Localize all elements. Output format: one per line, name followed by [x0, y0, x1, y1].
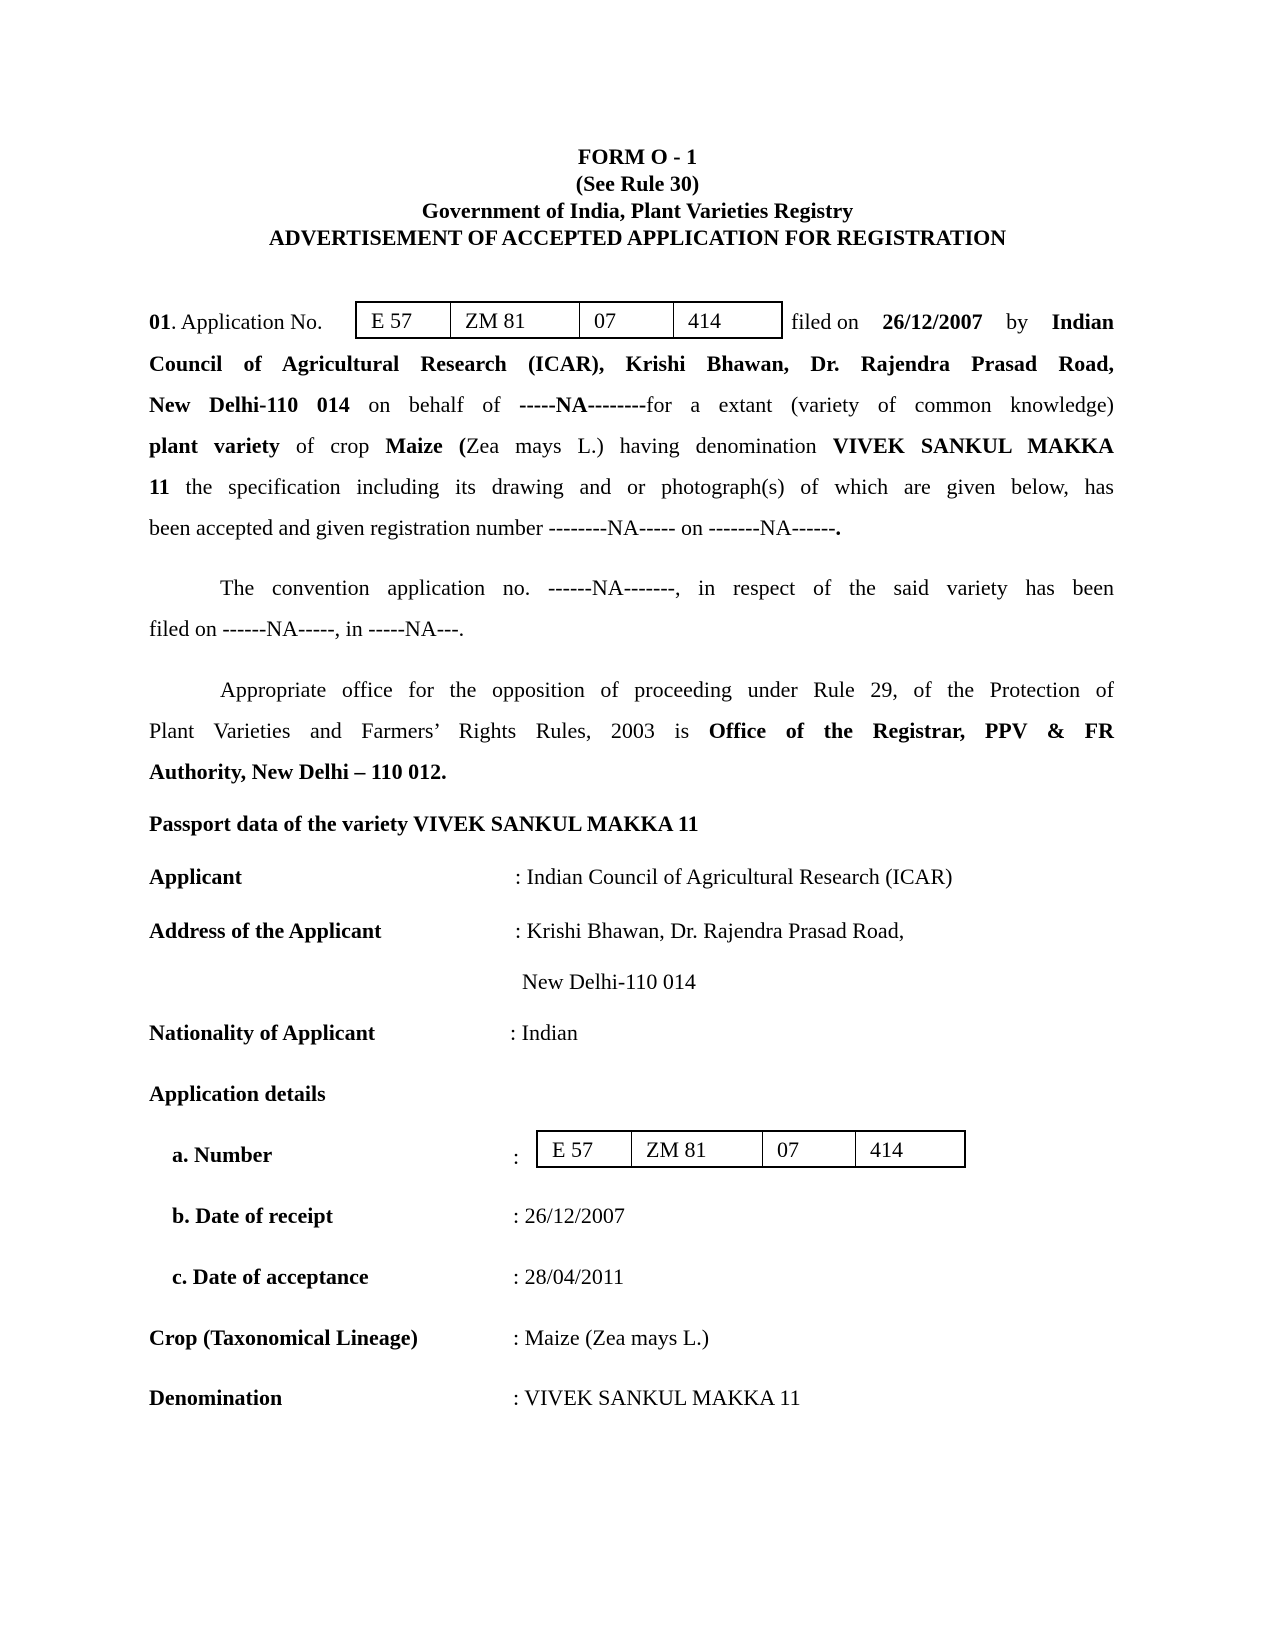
- opposition-line-1: Appropriate office for the opposition of proceeding under Rule 29, of the Protection of: [220, 677, 1114, 702]
- denomination-value: : VIVEK SANKUL MAKKA 11: [513, 1385, 801, 1410]
- acceptance-value: : 28/04/2011: [513, 1264, 625, 1289]
- extant-text: for a extant (variety of common knowledge): [646, 392, 1115, 417]
- app-number-part: 414: [870, 1137, 903, 1162]
- registrar-office: Office of the Registrar, PPV & FR: [708, 718, 1115, 743]
- nationality-value: : Indian: [510, 1020, 578, 1045]
- government-registry: Government of India, Plant Varieties Registry: [421, 198, 854, 223]
- behalf-text: on behalf of: [368, 392, 501, 417]
- acceptance-label-text: . Date of acceptance: [181, 1264, 369, 1289]
- number-label-text: . Number: [183, 1142, 273, 1167]
- filed-on-text: [791, 308, 1114, 336]
- by-label: by: [1006, 309, 1029, 334]
- crop-value: : Maize (Zea mays L.): [513, 1325, 710, 1350]
- application-details-title: Application details: [149, 1081, 326, 1106]
- applicant-address-line: Council of Agricultural Research (ICAR), Krishi Bhawan, Dr. Rajendra Prasad Road,: [149, 351, 1114, 376]
- convention-line-1: The convention application no. ------NA-------, in respect of the said variety has been: [220, 575, 1114, 600]
- receipt-label: [172, 1202, 333, 1230]
- filed-on-label: filed on: [791, 309, 859, 334]
- denomination-label: Denomination: [149, 1385, 283, 1410]
- advertisement-title: ADVERTISEMENT OF ACCEPTED APPLICATION FOR REGISTRATION: [268, 225, 1007, 250]
- app-number-part: E 57: [538, 1132, 632, 1166]
- app-number-part: ZM 81: [451, 303, 580, 337]
- address-label: Address of the Applicant: [149, 918, 382, 943]
- crop-label: Crop (Taxonomical Lineage): [149, 1325, 418, 1350]
- applicant-start: Indian: [1051, 309, 1114, 334]
- app-number-part: 07: [580, 303, 674, 337]
- number-label: [172, 1141, 272, 1169]
- applicant-city: New Delhi-110 014: [149, 392, 350, 417]
- plant-variety-text: plant variety: [149, 433, 280, 458]
- app-number-part: ZM 81: [632, 1132, 763, 1166]
- nationality-label: Nationality of Applicant: [149, 1020, 376, 1045]
- application-no-label: . Application No.: [171, 309, 323, 334]
- rule-reference: (See Rule 30): [575, 171, 700, 196]
- application-number-box: [355, 301, 783, 339]
- address-value-line-2: New Delhi-110 014: [522, 969, 696, 994]
- applicant-label: Applicant: [149, 864, 242, 889]
- filed-date: 26/12/2007: [882, 309, 983, 334]
- acceptance-label: [172, 1263, 369, 1291]
- application-number-box-details: [536, 1130, 966, 1168]
- crop-name: Maize (: [385, 433, 467, 458]
- behalf-line: [149, 391, 1114, 419]
- receipt-value: : 26/12/2007: [513, 1203, 625, 1228]
- registration-period: .: [835, 515, 842, 540]
- number-label-letter: a: [172, 1142, 183, 1167]
- registration-line: [149, 514, 1114, 542]
- denomination-suffix: 11: [149, 474, 170, 499]
- specification-text: the specification including its drawing and or photograph(s) of which are given below, has: [185, 474, 1114, 499]
- applicant-value: : Indian Council of Agricultural Research (ICAR): [515, 864, 953, 889]
- registration-text: been accepted and given registration number --------NA----- on -------NA------: [149, 515, 836, 540]
- form-title: FORM O - 1: [577, 144, 698, 169]
- section-number: 01: [149, 309, 171, 334]
- authority-address: Authority, New Delhi – 110 012.: [149, 759, 447, 784]
- acceptance-label-letter: c: [172, 1264, 182, 1289]
- app-number-part: E 57: [357, 303, 451, 337]
- of-crop-text: of crop: [295, 433, 370, 458]
- number-colon: :: [513, 1144, 520, 1169]
- app-number-part: 07: [763, 1132, 856, 1166]
- address-value: : Krishi Bhawan, Dr. Rajendra Prasad Road,: [515, 918, 905, 943]
- behalf-na: -----NA--------: [519, 392, 647, 417]
- receipt-label-letter: b: [172, 1203, 185, 1228]
- receipt-label-text: . Date of receipt: [184, 1203, 333, 1228]
- variety-line: [149, 432, 1114, 460]
- convention-line-2: filed on ------NA-----, in -----NA---.: [149, 616, 465, 641]
- passport-title: Passport data of the variety VIVEK SANKUL MAKKA 11: [149, 811, 699, 836]
- denomination-text: Zea mays L.) having denomination: [466, 433, 817, 458]
- denomination-name: VIVEK SANKUL MAKKA: [832, 433, 1115, 458]
- specification-line: [149, 473, 1114, 501]
- opposition-line-2: [149, 717, 1114, 745]
- rules-text: Plant Varieties and Farmers’ Rights Rules, 2003 is: [149, 718, 690, 743]
- app-number-part: 414: [688, 308, 721, 333]
